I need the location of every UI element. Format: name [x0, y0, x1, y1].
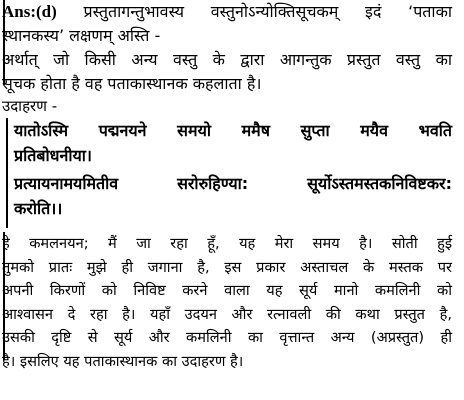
explanation-line: आश्वासन दे रहा है। यहाँ उदयन और रत्नावली की कथा प्रस्तुत है, [2, 305, 452, 323]
example-heading: उदाहरण - [2, 97, 58, 115]
sanskrit-definition-line-1: प्रस्तुतागन्तुभावस्य वस्तुनोऽन्योक्तिसूचकम् इदं ‘पताका [83, 2, 452, 21]
verse-line: करोति।। [14, 199, 63, 218]
hindi-meaning-line-1: अर्थात् जो किसी अन्य वस्तु के द्वारा आगन्तुक प्रस्तुत वस्तु का [2, 50, 452, 69]
verse-block [6, 118, 452, 228]
verse-1 [14, 118, 452, 168]
explanation-line: तुमको प्रातः मुझे ही जगाना है, इस प्रकार अस्ताचल के मस्तक पर [2, 258, 452, 276]
explanation-line: है। इसलिए यह पताकास्थानक का उदाहरण है। [2, 352, 244, 370]
verse-line: प्रतिबोधनीया। [14, 146, 93, 165]
verse-line: प्रत्यायनामयमितीव सरोरुहिण्या: सूर्योऽस्तमस्तकनिविष्टकर: [14, 174, 452, 193]
answer-block [2, 0, 452, 96]
sanskrit-definition-line-2: स्थानकस्य’ लक्षणम् अस्ति - [2, 26, 161, 45]
answer-label: Ans:(d) [2, 2, 57, 21]
explanation-line: हे कमलनयन; मैं जा रहा हूँ, यह मेरा समय है। सोती हुई [2, 235, 452, 252]
explanation-paragraph [2, 232, 452, 373]
verse-line: यातोऽस्मि पद्मनयने समयो ममैष सुप्ता मयैव भवति [14, 121, 452, 140]
answer-first-line [2, 0, 452, 24]
explanation-line: उसकी दृष्टि से सूर्य और कमलिनी का वृत्तान्त अन्य (अप्रस्तुत) ही [2, 329, 452, 346]
explanation-line: अपनी किरणों को निविष्ट करने वाला यह सूर्य मानो कमलिनी को [2, 282, 452, 299]
hindi-meaning-line-2: सूचक होता है वह पताकास्थानक कहलाता है। [2, 74, 262, 93]
verse-2 [14, 171, 452, 221]
